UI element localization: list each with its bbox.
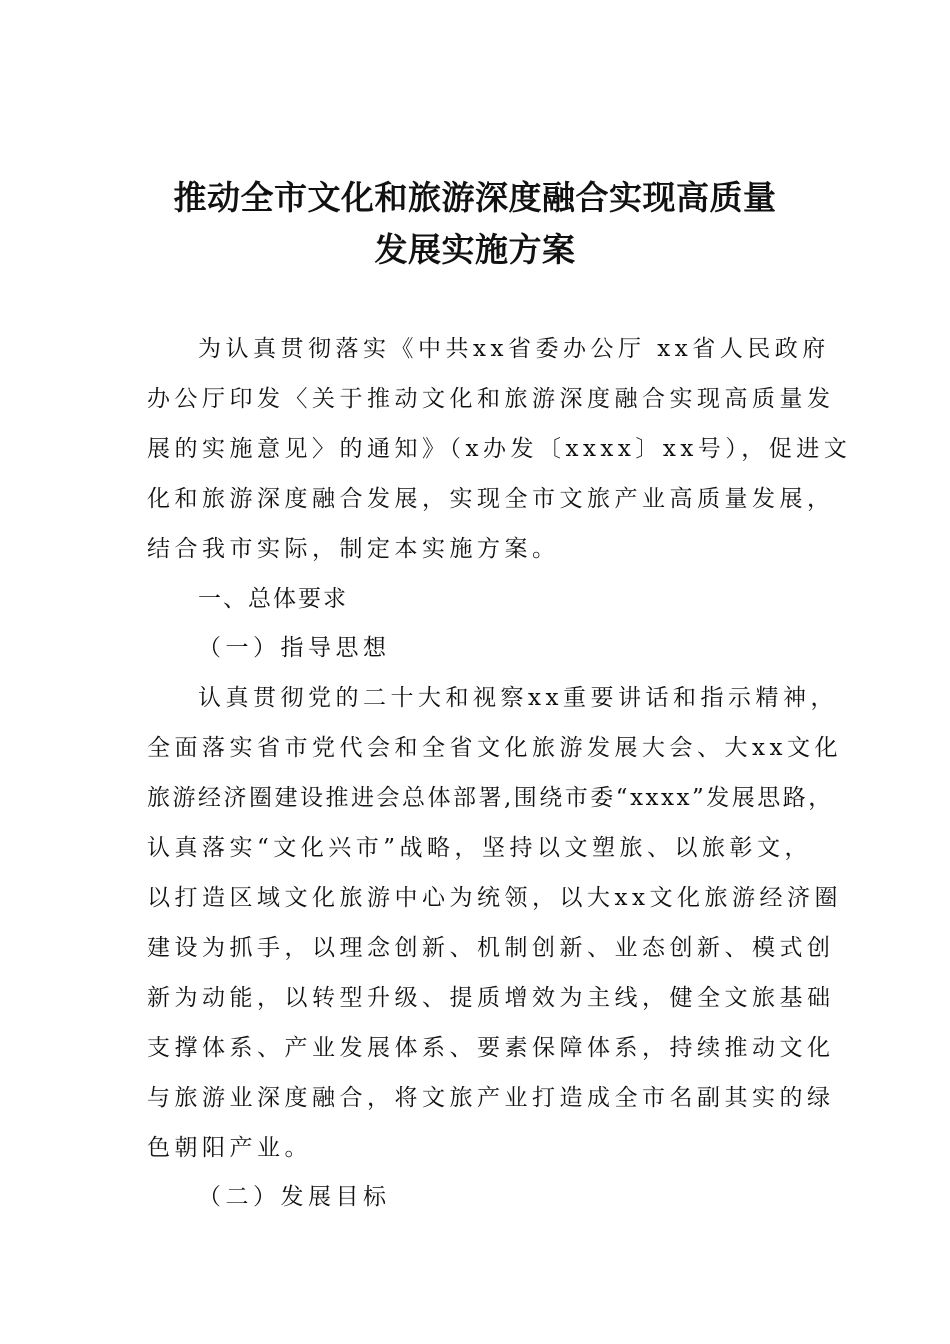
subsection-heading: （一）指导思想: [198, 635, 391, 661]
body-paragraph-line: 以打造区域文化旅游中心为统领，以大xx文化旅游经济圈: [147, 885, 842, 911]
section-heading: 一、总体要求: [198, 586, 348, 612]
body-paragraph-line: 新为动能，以转型升级、提质增效为主线，健全文旅基础: [147, 985, 835, 1011]
document-title-line-2: 发展实施方案: [374, 230, 576, 269]
body-paragraph-line: 与旅游业深度融合，将文旅产业打造成全市名副其实的绿: [147, 1085, 835, 1111]
body-paragraph-line: 旅游经济圈建设推进会总体部署,围绕市委“xxxx”发展思路，: [147, 785, 834, 811]
intro-paragraph-line: 结合我市实际，制定本实施方案。: [147, 536, 560, 562]
document-title-line-1: 推动全市文化和旅游深度融合实现高质量: [173, 178, 777, 217]
intro-paragraph-line: 展的实施意见〉的通知》（x办发〔xxxx〕xx号），促进文: [147, 436, 852, 462]
body-paragraph-line: 色朝阳产业。: [147, 1135, 312, 1161]
body-paragraph-line: 支撑体系、产业发展体系、要素保障体系，持续推动文化: [147, 1035, 835, 1061]
subsection-heading: （二）发展目标: [198, 1184, 391, 1210]
body-paragraph-line: 建设为抓手，以理念创新、机制创新、业态创新、模式创: [147, 935, 835, 961]
intro-paragraph-line: 办公厅印发〈关于推动文化和旅游深度融合实现高质量发: [147, 386, 835, 412]
body-paragraph-line: 认真落实“文化兴市”战略，坚持以文塑旅、以旅彰文，: [147, 835, 813, 861]
intro-paragraph-line: 为认真贯彻落实《中共xx省委办公厅 xx省人民政府: [198, 336, 830, 362]
body-paragraph-line: 全面落实省市党代会和全省文化旅游发展大会、大xx文化: [147, 735, 842, 761]
intro-paragraph-line: 化和旅游深度融合发展，实现全市文旅产业高质量发展，: [147, 486, 835, 512]
body-paragraph-line: 认真贯彻党的二十大和视察xx重要讲话和指示精神，: [198, 685, 838, 711]
